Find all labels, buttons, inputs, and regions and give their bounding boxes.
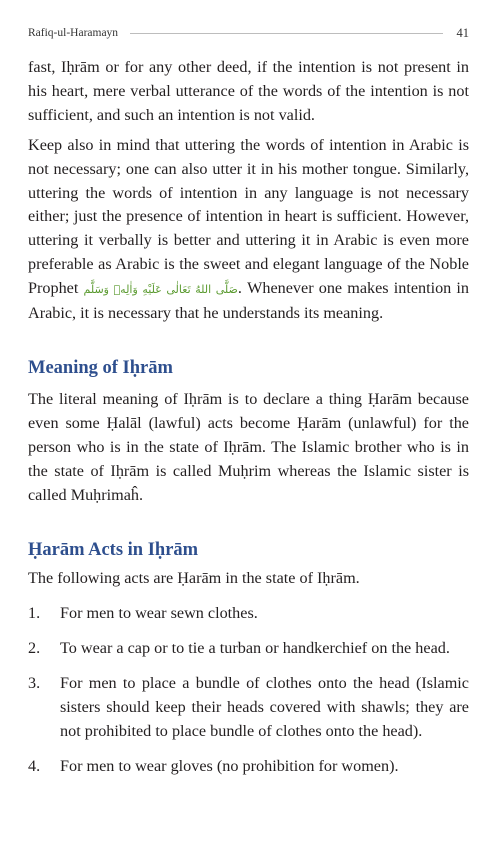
paragraph-text-end: . Whenever one makes intention in Arabic, it is necessary that he understands its meaning. — [28, 279, 470, 323]
list-item-number: 1. — [28, 604, 41, 623]
page-content — [28, 56, 469, 779]
paragraph-intention-validity: fast, Iḥrām or for any other deed, if the intention is not present in his heart, mere verbal utterance of the words of the intention is not sufficient, and such an intention is not valid. — [28, 58, 469, 124]
list-item-text: To wear a cap or to tie a turban or handkerchief on the head. — [60, 639, 450, 658]
list-item — [28, 637, 469, 661]
haram-acts-list — [28, 602, 469, 778]
list-item — [28, 755, 469, 779]
running-title: Rafiq-ul-Haramayn — [28, 27, 119, 39]
heading-haram-acts: Ḥarām Acts in Iḥrām — [28, 539, 199, 560]
list-item-text: For men to wear gloves (no prohibition for women). — [60, 756, 399, 775]
paragraph-list-intro: The following acts are Ḥarām in the state of Iḥrām. — [28, 568, 360, 587]
page-header — [28, 24, 469, 42]
list-item — [28, 672, 469, 744]
list-item-number: 4. — [28, 756, 41, 775]
list-item — [28, 602, 469, 626]
paragraph-meaning: The literal meaning of Iḥrām is to declare a thing Ḥarām because even some Ḥalāl (lawful) acts become Ḥarām (unlawful) for the person who is in the state of Iḥrām. The Islamic brother who is in the state of Iḥrām is called Muḥrim whereas the Islamic sister is called Muḥrimaĥ. — [28, 389, 469, 504]
paragraph-arabic-intention — [28, 134, 469, 326]
page-number: 41 — [456, 25, 469, 40]
list-item-text: For men to wear sewn clothes. — [60, 604, 258, 623]
paragraph-text-start: Keep also in mind that uttering the words of intention in Arabic is not necessary; one can also utter it in his mother tongue. Similarly, uttering the words of intention in any language is not necessary either; just the presence of intention in heart is sufficient. However, uttering it verbally is better and uttering it in Arabic is even more preferable as Arabic is the sweet and elegant language of the Noble Prophet — [28, 135, 469, 298]
heading-meaning-of-ihram: Meaning of Iḥrām — [28, 357, 173, 378]
arabic-salutation: صَلَّى اللهُ تَعَالٰى عَلَيْهِ وَاٰلِهٖ وَسَلَّم — [83, 283, 238, 297]
list-item-text: For men to place a bundle of clothes onto the head (Islamic sisters should keep their heads covered with shawls; they are not prohibited to place bundle of clothes onto the head). — [60, 674, 469, 741]
list-item-number: 2. — [28, 639, 41, 658]
list-item-number: 3. — [28, 674, 41, 693]
header-rule — [130, 33, 442, 34]
